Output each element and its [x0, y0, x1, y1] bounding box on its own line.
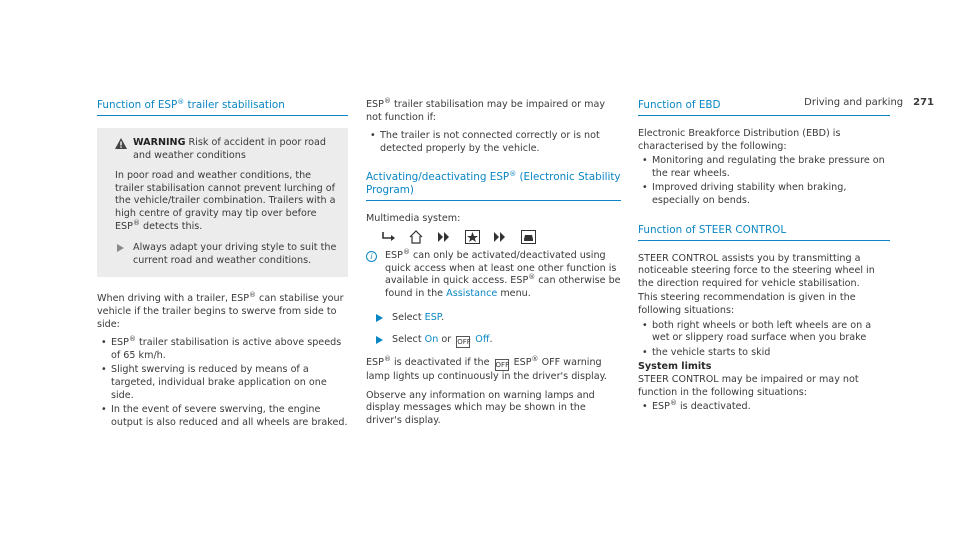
list-item: • both right wheels or both left wheels are on a wet or slippery road surface when you brake [638, 320, 890, 345]
header-section: Driving and parking [804, 97, 904, 108]
menu-path [366, 230, 621, 244]
esp-menu-item: ESP [424, 312, 442, 324]
steer-paragraph: STEER CONTROL assists you by transmitting a noticeable steering force to the steering wheel in the direction required for vehicle stabilisation. [638, 252, 875, 289]
warning-heading [107, 137, 338, 162]
limits-paragraph: STEER CONTROL may be impaired or may not function in the following situations: [638, 373, 859, 398]
info-icon: i [366, 251, 377, 262]
info-note: i ESP® can only be activated/deactivated using quick access when at least one other function is available in quick access. ESP® can otherwise be found in the Assistance menu. [366, 250, 621, 306]
assistance-menu-link: Assistance [446, 287, 498, 299]
step-arrow-icon [376, 336, 383, 344]
esp-off-icon: OFF [457, 337, 471, 346]
column-2 [366, 99, 621, 433]
list-item: • Improved driving stability when braking, especially on bends. [638, 182, 890, 207]
section-title-activate-esp: Activating/deactivating ESP® (Electronic Stability Program) [366, 171, 621, 201]
section-title-trailer-stabilisation: Function of ESP® trailer stabilisation [97, 99, 348, 116]
list-item: • Slight swerving is reduced by means of a targeted, individual brake application on one side. [97, 364, 348, 402]
page-number: 271 [913, 97, 934, 108]
list-item: • In the event of severe swerving, the engine output is also reduced and all wheels are braked. [97, 404, 348, 429]
home-icon [408, 230, 424, 244]
warning-box [97, 128, 348, 277]
off-option: Off [475, 333, 490, 345]
impaired-intro: ESP® trailer stabilisation may be impaired or may not function if: [366, 97, 606, 123]
warning-head-text: Risk of accident in poor road and weather conditions [133, 137, 326, 161]
ebd-paragraph: Electronic Breakforce Distribution (EBD) is characterised by the following: [638, 128, 841, 152]
steer-paragraph-2: This steering recommendation is given in the following situations: [638, 292, 856, 316]
step-arrow-icon [376, 314, 383, 322]
trailer-paragraph: When driving with a trailer, ESP® can stabilise your vehicle if the trailer begins to swerve from side to side: [97, 291, 344, 330]
step-select-esp: Select ESP. [366, 312, 621, 325]
car-icon [520, 230, 536, 244]
double-chevron-icon [492, 230, 508, 244]
section-title-ebd: Function of EBD [638, 99, 890, 116]
star-icon [464, 230, 480, 244]
deactivated-paragraph: ESP® is deactivated if the OFF ESP® OFF warning lamp lights up continuously in the driver's display. [366, 354, 607, 382]
list-item: • ESP® trailer stabilisation is active above speeds of 65 km/h. [97, 337, 348, 362]
multimedia-label: Multimedia system: [366, 213, 461, 225]
esp-off-icon: OFF [495, 360, 510, 369]
column-1 [97, 99, 348, 431]
trailer-bullets [97, 337, 348, 429]
ebd-bullets [638, 155, 890, 207]
warning-step: Always adapt your driving style to suit the current road and weather conditions. [107, 242, 338, 267]
system-limits-heading: System limits [638, 361, 712, 373]
on-option: On [424, 333, 439, 345]
warning-triangle-icon [115, 138, 127, 149]
step-arrow-icon [117, 244, 124, 252]
step-select-on-off: Select On or OFF Off. [366, 334, 621, 348]
impaired-bullets [366, 130, 621, 155]
steer-bullets [638, 320, 890, 360]
warning-body: In poor road and weather conditions, the trailer stabilisation cannot prevent lurching of the vehicle/trailer combination. Trailers with a high centre of gravity may tip over before ESP® detects this. [115, 170, 336, 232]
list-item: • Monitoring and regulating the brake pressure on the rear wheels. [638, 155, 890, 180]
warning-label: WARNING [133, 137, 186, 148]
list-item: • The trailer is not connected correctly or is not detected properly by the vehicle. [366, 130, 621, 155]
list-item: • the vehicle starts to skid [638, 347, 890, 360]
double-chevron-icon [436, 230, 452, 244]
list-item: • ESP® is deactivated. [638, 401, 890, 414]
return-arrow-icon [380, 230, 396, 244]
section-title-steer-control: Function of STEER CONTROL [638, 224, 890, 241]
column-3 [638, 99, 890, 416]
limits-bullets [638, 401, 890, 414]
observe-paragraph: Observe any information on warning lamps and display messages which may be shown in the driver's display. [366, 389, 595, 426]
